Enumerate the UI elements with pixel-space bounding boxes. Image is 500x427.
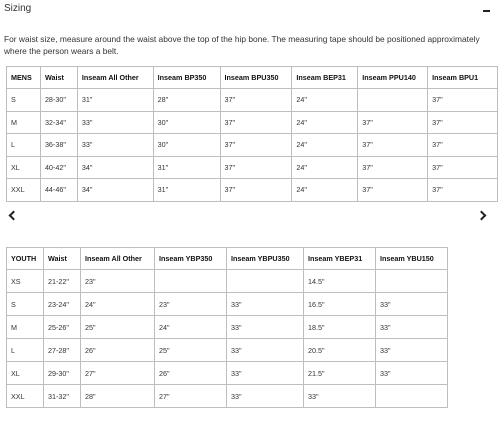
table-cell: 31": [153, 179, 220, 202]
table-cell: 37": [358, 156, 428, 179]
table-row: [7, 316, 448, 339]
table-cell: 37": [428, 89, 498, 112]
table-cell: 20.5": [304, 339, 376, 362]
table-cell: [155, 270, 227, 293]
table-cell: 24": [292, 89, 358, 112]
table-row: [7, 156, 498, 179]
table-cell: 37": [220, 89, 292, 112]
table-cell: 24": [81, 293, 155, 316]
table-cell: 44-46": [40, 179, 77, 202]
table-cell: XL: [7, 362, 44, 385]
table-cell: 37": [220, 134, 292, 157]
table-cell: 30": [153, 111, 220, 134]
table-scroll-controls: [6, 207, 494, 225]
table-cell: 24": [292, 134, 358, 157]
column-header: Inseam YBEP31: [304, 248, 376, 270]
table-cell: 18.5": [304, 316, 376, 339]
table-cell: 33": [376, 339, 448, 362]
table-cell: 23": [155, 293, 227, 316]
table-cell: XL: [7, 156, 41, 179]
table-cell: M: [7, 316, 44, 339]
table-cell: 33": [77, 111, 153, 134]
table-cell: [376, 385, 448, 408]
table-cell: XS: [7, 270, 44, 293]
column-header: Inseam BPU350: [220, 67, 292, 89]
section-title: Sizing: [4, 3, 32, 14]
table-cell: 37": [428, 111, 498, 134]
table-row: [7, 385, 448, 408]
column-header: Inseam YBPU350: [227, 248, 304, 270]
sizing-description: For waist size, measure around the waist above the top of the hip bone. The measuring tape should be positioned approximately where the person wears a belt.: [4, 34, 480, 56]
table-cell: 14.5": [304, 270, 376, 293]
table-cell: 34": [77, 156, 153, 179]
table-cell: 37": [428, 179, 498, 202]
table-cell: 29-30": [44, 362, 81, 385]
table-cell: 32-34": [40, 111, 77, 134]
table-cell: 37": [220, 111, 292, 134]
table-cell: 33": [304, 385, 376, 408]
table-cell: 27": [81, 362, 155, 385]
table-cell: 36-38": [40, 134, 77, 157]
table-row: [7, 179, 498, 202]
table-row: [7, 89, 498, 112]
minus-icon[interactable]: [482, 4, 492, 14]
table-row: [7, 111, 498, 134]
table-cell: [358, 89, 428, 112]
column-header: Inseam YBP350: [155, 248, 227, 270]
table-cell: 26": [155, 362, 227, 385]
table-cell: 31": [153, 156, 220, 179]
youth-size-table: [6, 247, 448, 408]
column-header: Inseam YBU150: [376, 248, 448, 270]
table-cell: S: [7, 89, 41, 112]
column-header: YOUTH: [7, 248, 44, 270]
table-cell: 24": [292, 156, 358, 179]
youth-size-table-container: [6, 247, 454, 411]
column-header: Waist: [40, 67, 77, 89]
table-cell: 25": [155, 339, 227, 362]
table-cell: L: [7, 134, 41, 157]
table-cell: 33": [77, 134, 153, 157]
table-cell: L: [7, 339, 44, 362]
table-row: [7, 293, 448, 316]
column-header: MENS: [7, 67, 41, 89]
table-cell: 37": [220, 179, 292, 202]
table-cell: 24": [292, 179, 358, 202]
table-cell: 33": [376, 362, 448, 385]
table-cell: 33": [227, 362, 304, 385]
table-cell: 33": [376, 293, 448, 316]
mens-size-table: [6, 66, 498, 202]
table-cell: [376, 270, 448, 293]
table-cell: 27-28": [44, 339, 81, 362]
table-cell: 23": [81, 270, 155, 293]
table-cell: 31-32": [44, 385, 81, 408]
table-cell: XXL: [7, 385, 44, 408]
column-header: Inseam BPU1: [428, 67, 498, 89]
table-cell: 28-30": [40, 89, 77, 112]
column-header: Inseam All Other: [81, 248, 155, 270]
table-cell: 24": [155, 316, 227, 339]
table-row: [7, 362, 448, 385]
table-cell: 21.5": [304, 362, 376, 385]
column-header: Inseam BEP31: [292, 67, 358, 89]
table-cell: 16.5": [304, 293, 376, 316]
column-header: Inseam All Other: [77, 67, 153, 89]
table-cell: [227, 270, 304, 293]
table-cell: 25-26": [44, 316, 81, 339]
table-cell: 33": [376, 316, 448, 339]
table-cell: 40-42": [40, 156, 77, 179]
table-cell: 24": [292, 111, 358, 134]
table-cell: 21-22": [44, 270, 81, 293]
table-cell: 26": [81, 339, 155, 362]
column-header: Inseam PPU140: [358, 67, 428, 89]
table-cell: 33": [227, 316, 304, 339]
table-cell: 37": [358, 134, 428, 157]
column-header: Inseam BP350: [153, 67, 220, 89]
table-row: [7, 339, 448, 362]
table-cell: 33": [227, 339, 304, 362]
table-cell: M: [7, 111, 41, 134]
table-cell: 33": [227, 293, 304, 316]
chevron-right-icon[interactable]: [476, 209, 490, 223]
table-cell: 37": [220, 156, 292, 179]
table-cell: 25": [81, 316, 155, 339]
table-cell: XXL: [7, 179, 41, 202]
column-header: Waist: [44, 248, 81, 270]
table-row: [7, 134, 498, 157]
table-cell: 28": [81, 385, 155, 408]
sizing-header: [4, 3, 496, 19]
table-cell: 28": [153, 89, 220, 112]
table-cell: 37": [358, 179, 428, 202]
table-cell: 27": [155, 385, 227, 408]
table-cell: 37": [428, 134, 498, 157]
mens-size-table-container[interactable]: [6, 66, 498, 206]
table-cell: 34": [77, 179, 153, 202]
table-cell: 37": [358, 111, 428, 134]
table-cell: S: [7, 293, 44, 316]
table-cell: 23-24": [44, 293, 81, 316]
table-row: [7, 270, 448, 293]
table-cell: 33": [227, 385, 304, 408]
chevron-left-icon[interactable]: [6, 209, 20, 223]
table-cell: 30": [153, 134, 220, 157]
table-cell: 31": [77, 89, 153, 112]
table-cell: 37": [428, 156, 498, 179]
